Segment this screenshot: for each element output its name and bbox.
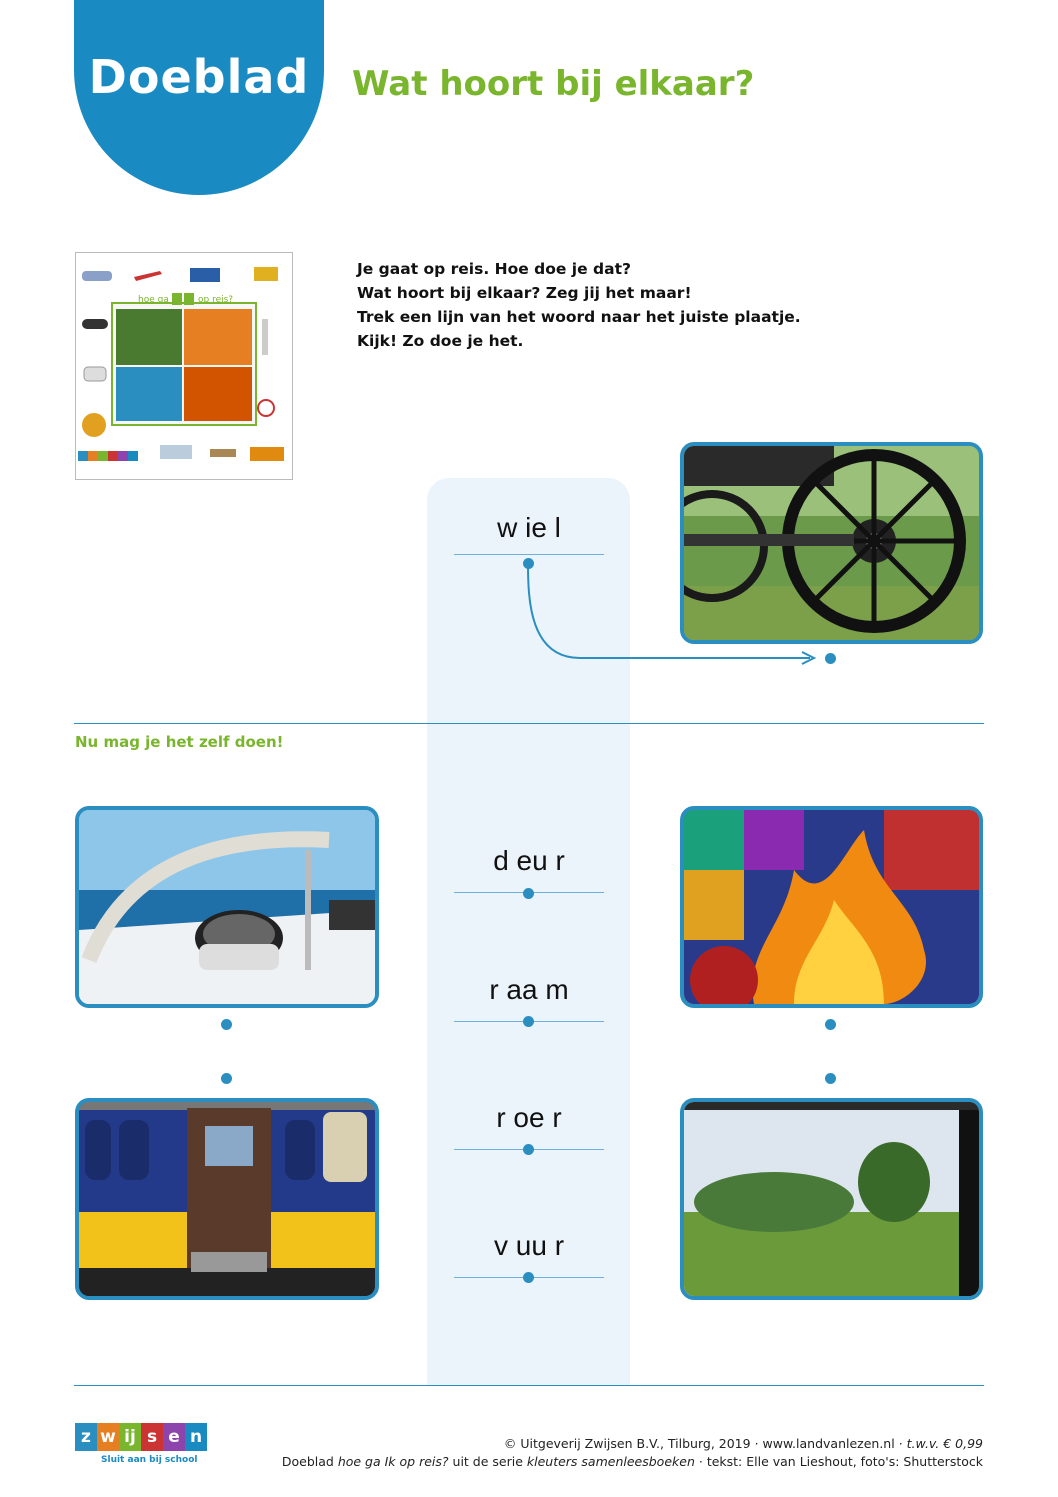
word-vuur: v uu r <box>493 1230 565 1261</box>
word-dot-roer[interactable] <box>523 1144 534 1155</box>
wagon-wheel-photo <box>680 442 983 644</box>
footer-series: kleuters samenleesboeken <box>526 1454 695 1469</box>
logo-letter: ij <box>119 1423 141 1451</box>
example-word: w ie l <box>497 512 561 543</box>
word-dot-deur[interactable] <box>523 888 534 899</box>
book-cover-illustration <box>76 253 292 479</box>
footer-credits: tekst: Elle van Lieshout, foto's: Shutterstock <box>706 1454 983 1469</box>
logo-letter: s <box>141 1423 163 1451</box>
instruction-line: Wat hoort bij elkaar? Zeg jij het maar! <box>357 284 692 302</box>
instruction-line: Trek een lijn van het woord naar het juiste plaatje. <box>357 308 801 326</box>
fire-illustration <box>684 810 979 1004</box>
footer-series-prefix: uit de serie <box>452 1454 523 1469</box>
section-divider <box>74 723 984 724</box>
balloon-burner-fire-photo <box>680 806 983 1008</box>
word-dot-vuur[interactable] <box>523 1272 534 1283</box>
footer-url[interactable]: www.landvanlezen.nl <box>762 1436 895 1451</box>
footer-doeblad: Doeblad <box>281 1454 334 1469</box>
logo-letter: z <box>75 1423 97 1451</box>
instructions <box>357 257 837 353</box>
header-label: Doeblad <box>88 50 310 104</box>
train-illustration <box>79 1102 375 1296</box>
example-photo-dot[interactable] <box>825 653 836 664</box>
footer-divider <box>74 1385 984 1386</box>
word-line <box>454 554 604 555</box>
book-cover-image <box>75 252 293 480</box>
photo-dot-train-door[interactable] <box>221 1073 232 1084</box>
photo-dot-window-view[interactable] <box>825 1073 836 1084</box>
train-window-view-photo <box>680 1098 983 1300</box>
photo-dot-steering-wheel[interactable] <box>221 1019 232 1030</box>
boat-steering-wheel-photo <box>75 806 379 1008</box>
logo-letter: e <box>163 1423 185 1451</box>
instruction-line: Kijk! Zo doe je het. <box>357 332 524 350</box>
svg-text:hoe ga: hoe ga <box>138 295 169 305</box>
steering-wheel-illustration <box>79 810 375 1004</box>
footer-line-1: © Uitgeverij Zwijsen B.V., Tilburg, 2019 · www.landvanlezen.nl · t.w.v. € 0,99 <box>503 1436 983 1451</box>
logo-tagline: Sluit aan bij school <box>101 1455 198 1465</box>
footer-price: t.w.v. € 0,99 <box>906 1436 983 1451</box>
word-dot-raam[interactable] <box>523 1016 534 1027</box>
word-roer: r oe r <box>496 1102 562 1133</box>
svg-text:op reis?: op reis? <box>198 295 234 305</box>
train-door-photo <box>75 1098 379 1300</box>
footer-line-2: Doeblad hoe ga Ik op reis? uit de serie kleuters samenleesboeken · tekst: Elle van Lieshout, foto's: Shutterstock <box>281 1454 983 1469</box>
section-label: Nu mag je het zelf doen! <box>75 733 284 751</box>
zwijsen-logo <box>75 1423 207 1465</box>
word-raam: r aa m <box>489 974 569 1005</box>
wheel-illustration <box>684 446 979 640</box>
footer-book-title: hoe ga Ik op reis? <box>337 1454 449 1469</box>
window-view-illustration <box>684 1102 979 1296</box>
page-title: Wat hoort bij elkaar? <box>352 64 755 104</box>
word-deur: d eu r <box>493 845 565 876</box>
logo-letter: n <box>185 1423 207 1451</box>
logo-letter: w <box>97 1423 119 1451</box>
instruction-line: Je gaat op reis. Hoe doe je dat? <box>357 260 631 278</box>
photo-dot-fire[interactable] <box>825 1019 836 1030</box>
footer-copyright: © Uitgeverij Zwijsen B.V., Tilburg, 2019 <box>503 1436 751 1451</box>
